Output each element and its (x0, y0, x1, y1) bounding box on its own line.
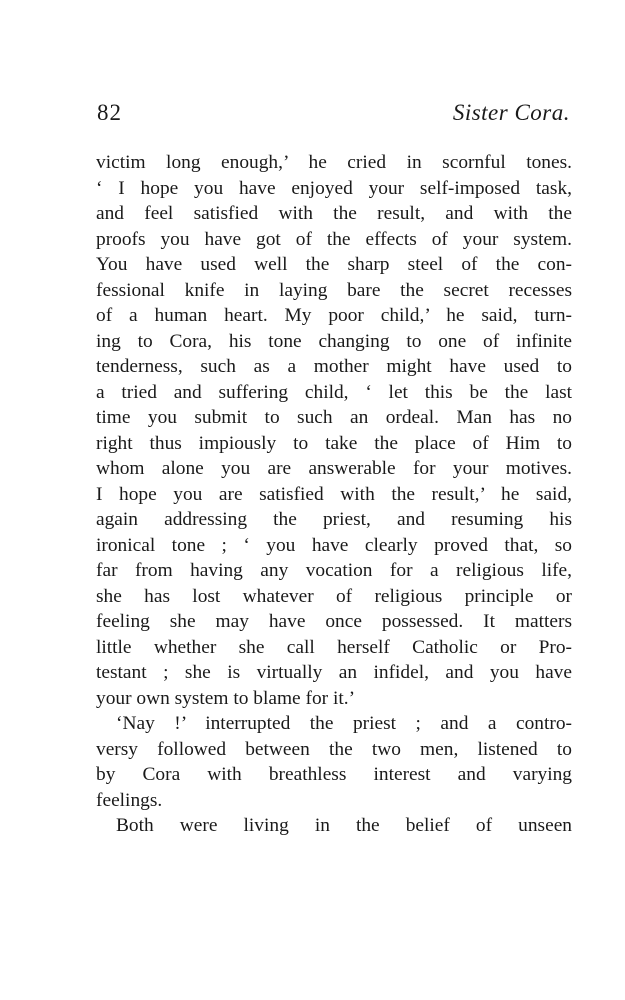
text-line: ‘ I hope you have enjoyed your self-imposed task, (96, 177, 572, 199)
text-line: ing to Cora, his tone changing to one of infinite (96, 330, 572, 352)
text-line: far from having any vocation for a religious life, (96, 560, 572, 581)
text-line: whom alone you are answerable for your motives. (96, 458, 572, 479)
text-line: again addressing the priest, and resuming his (96, 509, 572, 530)
text-line: I hope you are satisfied with the result,’ he said, (96, 483, 572, 505)
page-header (97, 100, 570, 132)
text-line: she has lost whatever of religious principle or (96, 585, 572, 607)
text-line: proofs you have got of the effects of your system. (96, 228, 572, 250)
text-line: victim long enough,’ he cried in scornful tones. (96, 152, 572, 173)
running-title: Sister Cora. (452, 100, 570, 125)
text-line: Both were living in the belief of unseen (116, 815, 572, 836)
text-line: ‘Nay !’ interrupted the priest ; and a contro- (116, 713, 572, 734)
text-line: feelings. (96, 789, 163, 811)
page-number: 82 (97, 100, 122, 125)
text-line: You have used well the sharp steel of the con- (96, 254, 572, 275)
text-line: a tried and suffering child, ‘ let this be the last (96, 381, 572, 403)
text-line: your own system to blame for it.’ (96, 687, 356, 709)
text-line: feeling she may have once possessed. It matters (96, 611, 572, 632)
text-line: ironical tone ; ‘ you have clearly proved that, so (96, 534, 572, 556)
text-line: right thus impiously to take the place of Him to (96, 432, 572, 454)
text-line: and feel satisfied with the result, and with the (96, 203, 572, 224)
text-line: time you submit to such an ordeal. Man has no (96, 407, 572, 428)
text-line: by Cora with breathless interest and varying (96, 764, 572, 785)
text-line: testant ; she is virtually an infidel, and you have (96, 662, 572, 683)
text-line: little whether she call herself Catholic or Pro- (96, 636, 572, 658)
text-line: tenderness, such as a mother might have used to (96, 356, 572, 377)
text-line: versy followed between the two men, listened to (96, 738, 572, 760)
body-text (96, 150, 572, 839)
text-line: fessional knife in laying bare the secret recesses (96, 279, 572, 301)
text-line: of a human heart. My poor child,’ he said, turn- (96, 305, 572, 326)
